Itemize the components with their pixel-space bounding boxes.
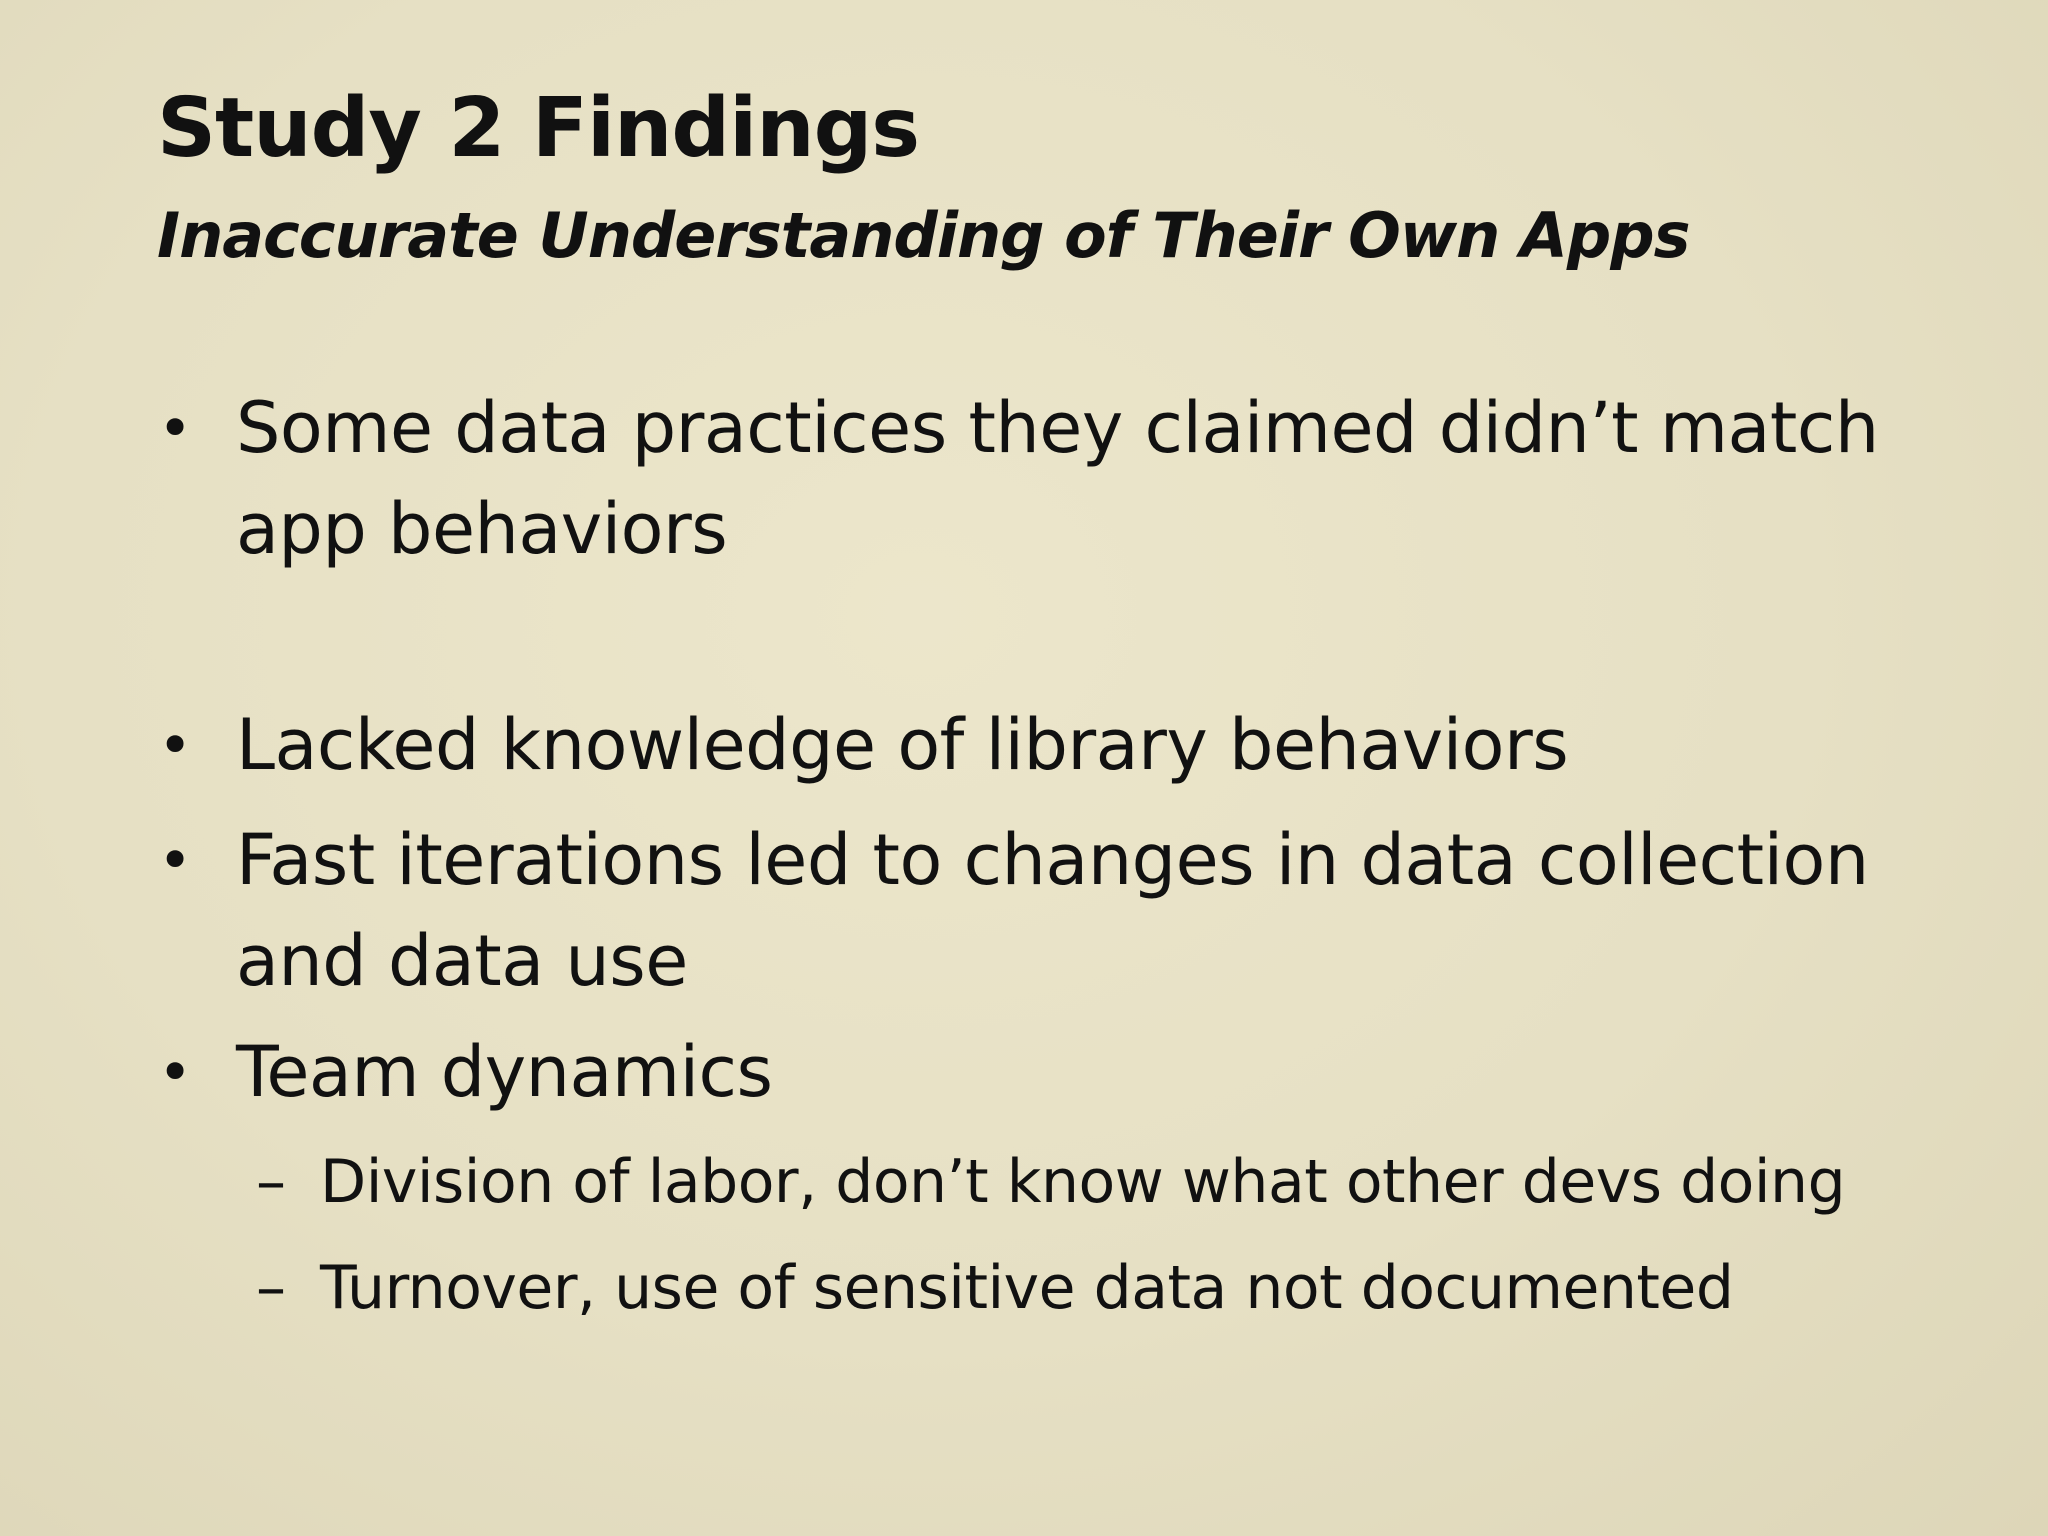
sub-bullet-text: Division of labor, don’t know what other devs doing [320,1147,1846,1217]
bullet-marker: • [158,711,192,779]
bullet-marker: • [158,1038,192,1106]
bullet-item [150,1022,1990,1341]
bullet-marker: • [158,826,192,894]
bullet-text: Team dynamics [236,1031,773,1113]
slide-title: Study 2 Findings [157,81,920,176]
sub-bullet-text: Turnover, use of sensitive data not documented [320,1253,1734,1323]
sub-bullet-list [236,1129,1990,1341]
sub-bullet-item [150,1235,1990,1341]
bullet-text: Lacked knowledge of library behaviors [236,704,1569,786]
bullet-item [150,695,1990,796]
bullet-text: Some data practices they claimed didn’t match app behaviors [236,387,1879,570]
bullet-marker: • [158,394,192,462]
sub-bullet-marker: – [256,1147,286,1217]
bullet-item [150,810,1990,1012]
sub-bullet-item [150,1129,1990,1235]
sub-bullet-marker: – [256,1253,286,1323]
bullet-text: Fast iterations led to changes in data collection and data use [236,819,1869,1002]
bullet-list [150,378,1990,1341]
slide-subtitle: Inaccurate Understanding of Their Own Apps [157,199,1690,272]
bullet-item [150,378,1990,580]
